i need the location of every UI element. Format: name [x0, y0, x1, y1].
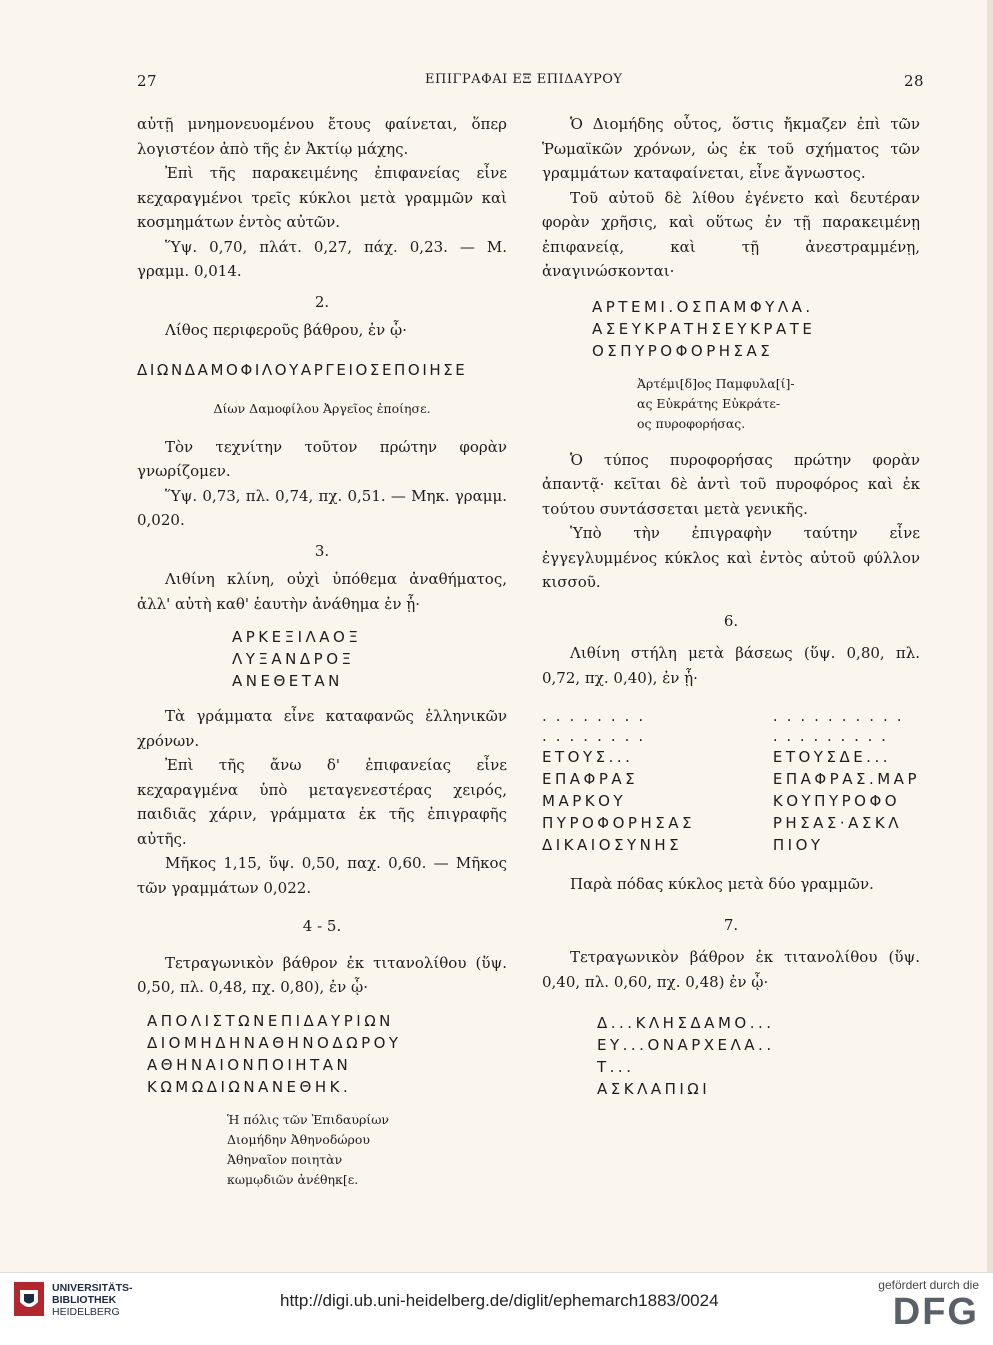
inscription-line: ΑΣΚΛΑΠΙΩΙ: [597, 1080, 711, 1098]
paragraph: Λίθος περιφεροῦς βάθρου, ἐν ᾧ·: [165, 321, 407, 339]
paragraph: Ὁ Διομήδης οὗτος, ὅστις ἤκμαζεν ἐπὶ τῶν Ῥωμαϊκῶν χρόνων, ὡς ἐκ τοῦ σχήματος τῶν γραμμάτων καταφαίνεται, εἶνε ἄγνωστος.: [542, 115, 920, 182]
inscription-line: ΕΤΟΥΣ...: [542, 748, 634, 766]
transcription-line: ας Εὐκράτης Εὐκράτε-: [637, 395, 781, 411]
inscription-line: ΕΤΟΥΣΔΕ...: [772, 748, 891, 766]
inscription-line: ΑΘΗΝΑΙΟΝΠΟΙΗΤΑΝ: [147, 1055, 352, 1074]
section-number: 7.: [723, 915, 739, 934]
paragraph: Τὸν τεχνίτην τοῦτον πρώτην φορὰν γνωρίζομεν.: [137, 437, 507, 480]
transcription: [637, 374, 920, 434]
library-name-line: UNIVERSITÄTS-: [52, 1282, 133, 1294]
section-number: 4 - 5.: [302, 917, 342, 935]
left-column: [137, 112, 507, 1190]
page-number-left: 27: [137, 72, 158, 90]
transcription-line: Ἀθηναῖον ποιητὰν: [227, 1151, 343, 1167]
inscription-line: ΡΗΣΑΣ·ΑΣΚΛ: [772, 814, 903, 832]
section-number: 2.: [314, 292, 330, 311]
source-url-link[interactable]: http://digi.ub.uni-heidelberg.de/diglit/ephemarch1883/0024: [280, 1291, 719, 1310]
paragraph: Ὕψ. 0,73, πλ. 0,74, πχ. 0,51. — Μηκ. γραμμ. 0,020.: [137, 486, 507, 529]
inscription: [592, 296, 920, 362]
inscription-line: ΑΣΕΥΚΡΑΤΗΣΕΥΚΡΑΤΕ: [592, 319, 816, 338]
dfg-logo[interactable]: [878, 1278, 979, 1332]
right-column: [542, 112, 920, 1100]
lacuna-dots: . . . . . . . . .: [772, 727, 888, 745]
inscription: [597, 1012, 920, 1100]
library-seal-icon: [14, 1282, 44, 1316]
inscription-line: ΕΥ...ΟΝΑΡΧΕΛΑ..: [597, 1036, 775, 1054]
transcription-line: Ἀρτέμι[δ]ος Παμφυλα[ί]-: [637, 375, 795, 391]
paragraph: Τετραγωνικὸν βάθρον ἐκ τιτανολίθου (ὕψ. 0,50, πλ. 0,48, πχ. 0,80), ἐν ᾧ·: [137, 953, 507, 996]
paragraph: Λιθίνη στήλη μετὰ βάσεως (ὕψ. 0,80, πλ. 0,72, πχ. 0,40), ἐν ᾗ·: [542, 644, 920, 687]
paragraph: Παρὰ πόδας κύκλος μετὰ δύο γραμμῶν.: [570, 875, 874, 893]
transcription-line: κωμῳδιῶν ἀνέθηκ[ε.: [227, 1171, 359, 1187]
inscription-line: Δ...ΚΛΗΣΔΑΜΟ...: [597, 1014, 775, 1032]
paragraph: αὐτῇ μνημονευομένου ἔτους φαίνεται, ὅπερ λογιστέον ἀπὸ τῆς ἐν Ἀκτίῳ μάχης.: [137, 115, 507, 158]
lacuna-dots: ........: [542, 707, 653, 725]
transcription-line: Ἡ πόλις τῶν Ἐπιδαυρίων: [227, 1111, 389, 1127]
funding-note: gefördert durch die: [878, 1278, 979, 1292]
paragraph: Ὑπὸ τὴν ἐπιγραφὴν ταύτην εἶνε ἐγγεγλυμμένος κύκλος καὶ ἐντὸς αὐτοῦ φύλλον κισσοῦ.: [542, 524, 920, 591]
paragraph: Τοῦ αὐτοῦ δὲ λίθου ἐγένετο καὶ δευτέραν φορὰν χρῆσις, καὶ οὕτως ἐν τῇ παρακειμένῃ ἐπιφανείᾳ, καὶ τῇ ἀνεστραμμένῃ, ἀναγινώσκονται·: [542, 188, 920, 280]
inscription-line: ΔΙΩΝΔΑΜΟΦΙΛΟΥΑΡΓΕΙΟΣΕΠΟΙΗΣΕ: [137, 360, 468, 379]
inscription-left: [542, 706, 695, 856]
inscription-line: ΑΠΟΛΙΣΤΩΝΕΠΙΔΑΥΡΙΩΝ: [147, 1011, 394, 1030]
inscription-line: Τ...: [597, 1058, 635, 1076]
page-number-right: 28: [904, 72, 925, 90]
inscription-line: ΠΥΡΟΦΟΡΗΣΑΣ: [542, 814, 695, 832]
inscription-line: ΟΣΠΥΡΟΦΟΡΗΣΑΣ: [592, 341, 774, 360]
paragraph: Ὕψ. 0,70, πλάτ. 0,27, πάχ. 0,23. — Μ. γραμμ. 0,014.: [137, 237, 507, 280]
section-number: 3.: [314, 541, 330, 560]
paragraph: Τετραγωνικὸν βάθρον ἐκ τιτανολίθου (ὕψ. 0,40, πλ. 0,60, πχ. 0,48) ἐν ᾧ·: [542, 948, 920, 991]
inscription-line: ΠΙΟΥ: [772, 836, 824, 854]
paragraph: Λιθίνη κλίνη, οὐχὶ ὑπόθεμα ἀναθήματος, ἀλλ' αὐτὴ καθ' ἑαυτὴν ἀνάθημα ἐν ᾗ·: [137, 570, 507, 613]
inscription-line: ΚΟΥΠΥΡΟΦΟ: [772, 792, 901, 810]
inscription-line: ΛΥΞΑΝΔΡΟΞ: [232, 650, 355, 668]
paragraph: Ἐπὶ τῆς ἄνω δ' ἐπιφανείας εἶνε κεχαραγμένα ὑπὸ μεταγενεστέρας χειρός, παιδιᾶς χάριν, γράμματα ἐκ τῆς ἐπιγραφῆς αὐτῆς.: [137, 756, 507, 848]
inscription-line: ΔΙΚΑΙΟΣΥΝΗΣ: [542, 836, 683, 854]
inscription-line: ΔΙΟΜΗΔΗΝΑΘΗΝΟΔΩΡΟΥ: [147, 1033, 402, 1052]
dfg-wordmark: DFG: [892, 1291, 979, 1333]
inscription-right: [773, 706, 920, 856]
library-logo[interactable]: [14, 1282, 133, 1318]
inscription: [147, 1010, 507, 1098]
transcription: [227, 1110, 507, 1190]
library-name-line: BIBLIOTHEK: [52, 1294, 117, 1306]
inscription-line: ΑΝΕΘΕΤΑΝ: [232, 672, 343, 690]
inscription-line: ΕΠΑΦΡΑΣ: [542, 770, 639, 788]
paragraph: Ἐπὶ τῆς παρακειμένης ἐπιφανείας εἶνε κεχαραγμένοι τρεῖς κύκλοι μετὰ γραμμῶν καὶ κοσμημάτων ἐντὸς αὐτῶν.: [137, 164, 507, 231]
lacuna-dots: ........: [542, 727, 653, 745]
lacuna-dots: ..........: [772, 707, 911, 725]
running-title: ΕΠΙΓΡΑΦΑΙ ΕΞ ΕΠΙΔΑΥΡΟΥ: [425, 72, 623, 87]
transcription-line: Διομήδην Ἀθηνοδώρου: [227, 1131, 371, 1147]
paragraph: Μῆκος 1,15, ὕψ. 0,50, παχ. 0,60. — Μῆκος τῶν γραμμάτων 0,022.: [137, 854, 507, 897]
inscription-line: ΜΑΡΚΟΥ: [542, 792, 627, 810]
inscription-two-column: [542, 706, 920, 856]
inscription-line: ΑΡΤΕΜΙ.ΟΣΠΑΜΦΥΛΑ.: [592, 297, 814, 316]
transcription-line: ος πυροφορήσας.: [637, 415, 746, 431]
library-name-line: HEIDELBERG: [52, 1306, 120, 1318]
section-number: 6.: [723, 611, 739, 630]
inscription-line: ΑΡΚΕΞΙΛΑΟΞ: [232, 628, 362, 646]
inscription-line: ΕΠΑΦΡΑΣ.ΜΑΡ: [772, 770, 920, 788]
transcription-line: Δίων Δαμοφίλου Ἀργεῖος ἐποίησε.: [213, 400, 431, 416]
inscription: [232, 626, 507, 692]
paragraph: Τὰ γράμματα εἶνε καταφανῶς ἑλληνικῶν χρόνων.: [137, 707, 507, 750]
inscription-line: ΚΩΜΩΔΙΩΝΑΝΕΘΗΚ.: [147, 1077, 352, 1096]
paragraph: Ὁ τύπος πυροφορήσας πρώτην φορὰν ἀπαντᾷ· κεῖται δὲ ἀντὶ τοῦ πυροφόρος καὶ ἐκ τούτου συντάσσεται μετὰ γενικῆς.: [542, 450, 920, 518]
